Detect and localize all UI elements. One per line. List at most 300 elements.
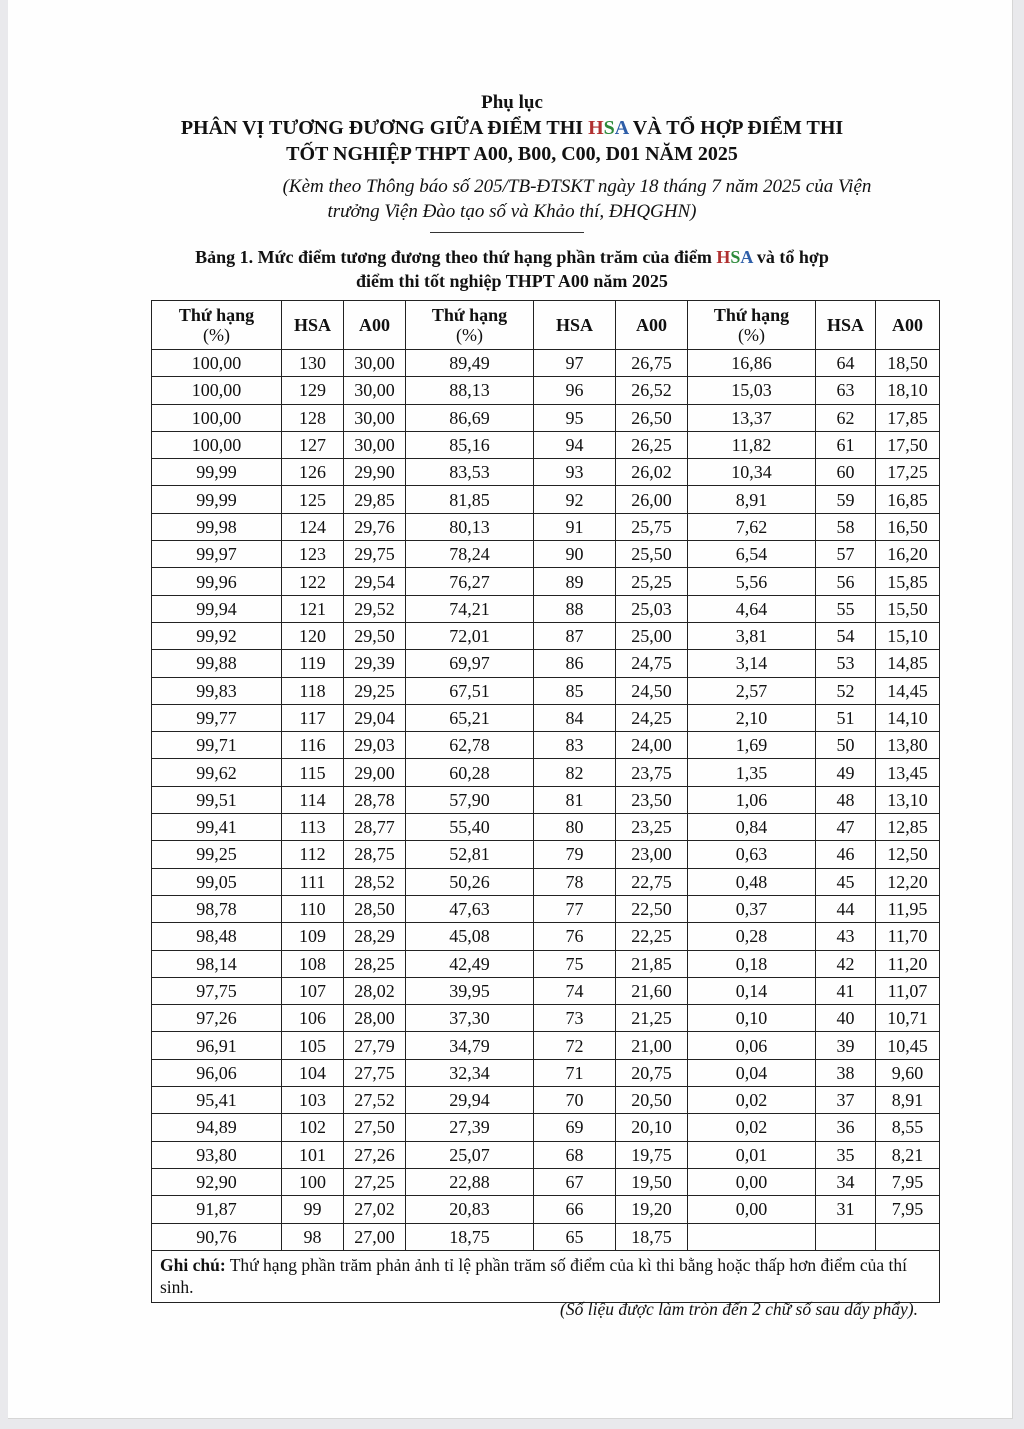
table-cell: 25,00 [616,622,688,649]
table-cell: 80 [534,814,616,841]
table-cell: 14,10 [876,704,940,731]
table-cell: 27,25 [344,1168,406,1195]
table-cell: 29,04 [344,704,406,731]
table-cell: 0,18 [688,950,816,977]
table-cell: 34 [816,1168,876,1195]
table-cell: 81 [534,786,616,813]
table-cell: 62 [816,404,876,431]
table-cell: 99,05 [152,868,282,895]
rounding-footnote: (Số liệu được làm tròn đến 2 chữ số sau dấy phẩy). [560,1299,918,1319]
table-cell: 23,50 [616,786,688,813]
table-cell: 99,96 [152,568,282,595]
table-cell: 111 [282,868,344,895]
table-cell: 15,03 [688,377,816,404]
table-cell: 99,99 [152,486,282,513]
table-cell: 30,00 [344,404,406,431]
note-label: Ghi chú: [160,1254,226,1275]
header-a00: A00 [616,301,688,350]
table-cell: 84 [534,704,616,731]
table-cell: 37,30 [406,1005,534,1032]
table-cell: 59 [816,486,876,513]
table-cell: 4,64 [688,595,816,622]
table-cell: 127 [282,431,344,458]
table-cell: 100,00 [152,431,282,458]
document-title-line2: TỐT NGHIỆP THPT A00, B00, C00, D01 NĂM 2025 [286,143,738,165]
table-cell: 40 [816,1005,876,1032]
table-cell: 99,99 [152,459,282,486]
note-text: Thứ hạng phần trăm phản ảnh tỉ lệ phần trăm số điểm của kì thi bằng hoặc thấp hơn điểm của thí sinh. [160,1254,907,1297]
table-cell: 10,45 [876,1032,940,1059]
table-cell: 57 [816,541,876,568]
table-cell: 89 [534,568,616,595]
table-cell: 26,25 [616,431,688,458]
table-cell: 16,86 [688,350,816,377]
table-cell: 0,37 [688,895,816,922]
table-cell: 60,28 [406,759,534,786]
table-cell: 72,01 [406,622,534,649]
table-cell: 20,83 [406,1196,534,1223]
table-cell: 27,02 [344,1196,406,1223]
table-cell: 39,95 [406,977,534,1004]
table-cell: 18,75 [616,1223,688,1250]
table-cell: 96,06 [152,1059,282,1086]
table-cell: 2,10 [688,704,816,731]
table-cell: 0,06 [688,1032,816,1059]
table-row [152,1032,940,1059]
table-cell: 94,89 [152,1114,282,1141]
table-cell: 11,20 [876,950,940,977]
table-cell: 30,00 [344,377,406,404]
table-cell: 41 [816,977,876,1004]
table-cell: 53 [816,650,876,677]
table-row [152,868,940,895]
title-text-1: PHÂN VỊ TƯƠNG ĐƯƠNG GIỮA ĐIỂM THI [180,117,589,139]
table-cell: 21,00 [616,1032,688,1059]
caption-letter-s: S [730,247,741,267]
table-cell: 17,25 [876,459,940,486]
table-cell: 27,00 [344,1223,406,1250]
table-cell: 47 [816,814,876,841]
table-cell: 56 [816,568,876,595]
table-cell: 10,34 [688,459,816,486]
table-cell: 100,00 [152,377,282,404]
table-cell: 46 [816,841,876,868]
table-cell: 89,49 [406,350,534,377]
table-row [152,431,940,458]
table-cell: 28,77 [344,814,406,841]
table-cell: 99,77 [152,704,282,731]
header-hsa: HSA [282,301,344,350]
caption-text-1: Bảng 1. Mức điểm tương đương theo thứ hạng phần trăm của điểm [195,247,717,267]
table-cell: 115 [282,759,344,786]
table-cell: 12,85 [876,814,940,841]
table-cell: 28,29 [344,923,406,950]
table-cell: 48 [816,786,876,813]
table-cell: 15,50 [876,595,940,622]
table-row [152,950,940,977]
table-cell: 66 [534,1196,616,1223]
table-cell: 12,50 [876,841,940,868]
table-cell: 21,25 [616,1005,688,1032]
table-cell: 58 [816,513,876,540]
table-cell: 24,75 [616,650,688,677]
table-row [152,650,940,677]
table-cell: 16,50 [876,513,940,540]
header-rank: Thứ hạng (%) [406,301,534,350]
table-cell: 23,75 [616,759,688,786]
table-cell: 29,90 [344,459,406,486]
table-cell: 15,85 [876,568,940,595]
table-row [152,841,940,868]
table-cell: 29,03 [344,732,406,759]
table-cell: 100 [282,1168,344,1195]
table-cell: 30,00 [344,431,406,458]
table-cell: 99 [282,1196,344,1223]
table-row [152,1141,940,1168]
table-cell: 75 [534,950,616,977]
table-row [152,459,940,486]
table-caption [0,247,1024,268]
table-cell: 99,97 [152,541,282,568]
table-cell: 99,71 [152,732,282,759]
table-cell: 23,25 [616,814,688,841]
table-cell: 27,39 [406,1114,534,1141]
table-cell: 24,50 [616,677,688,704]
table-cell: 110 [282,895,344,922]
table-cell: 18,50 [876,350,940,377]
table-cell: 26,00 [616,486,688,513]
table-cell: 77 [534,895,616,922]
table-cell: 36 [816,1114,876,1141]
header-a00: A00 [344,301,406,350]
table-cell: 43 [816,923,876,950]
table-cell: 114 [282,786,344,813]
table-cell: 70 [534,1087,616,1114]
table-cell: 86,69 [406,404,534,431]
table-cell: 83 [534,732,616,759]
table-cell: 68 [534,1141,616,1168]
table-cell: 99,92 [152,622,282,649]
table-cell: 0,48 [688,868,816,895]
table-cell: 124 [282,513,344,540]
table-cell: 0,04 [688,1059,816,1086]
table-cell: 98 [282,1223,344,1250]
table-cell: 92 [534,486,616,513]
table-cell: 55 [816,595,876,622]
note-row [152,1250,940,1302]
table-cell: 95 [534,404,616,431]
table-cell: 16,20 [876,541,940,568]
table-cell [688,1223,816,1250]
table-cell: 69 [534,1114,616,1141]
table-cell: 74 [534,977,616,1004]
table-cell: 22,50 [616,895,688,922]
table-cell: 42,49 [406,950,534,977]
table-row [152,1196,940,1223]
table-cell: 94 [534,431,616,458]
table-cell: 39 [816,1032,876,1059]
table-row [152,486,940,513]
table-cell: 38 [816,1059,876,1086]
table-cell: 76 [534,923,616,950]
table-cell: 74,21 [406,595,534,622]
table-cell: 64 [816,350,876,377]
table-cell: 12,20 [876,868,940,895]
table-cell: 87 [534,622,616,649]
table-cell: 25,03 [616,595,688,622]
table-cell: 6,54 [688,541,816,568]
header-rank: Thứ hạng (%) [152,301,282,350]
table-cell: 27,75 [344,1059,406,1086]
table-cell: 18,75 [406,1223,534,1250]
header-a00: A00 [876,301,940,350]
table-cell: 71 [534,1059,616,1086]
table-cell: 67,51 [406,677,534,704]
table-cell: 29,25 [344,677,406,704]
divider [430,232,584,233]
table-cell: 25,25 [616,568,688,595]
table-cell: 26,52 [616,377,688,404]
table-cell: 86 [534,650,616,677]
table-cell: 90 [534,541,616,568]
header-rank: Thứ hạng (%) [688,301,816,350]
table-cell: 82 [534,759,616,786]
table-row [152,1223,940,1250]
table-row [152,923,940,950]
table-row [152,377,940,404]
table-cell: 29,00 [344,759,406,786]
table-cell: 0,63 [688,841,816,868]
table-cell: 27,50 [344,1114,406,1141]
table-cell: 14,45 [876,677,940,704]
table-cell: 3,14 [688,650,816,677]
caption-letter-a: A [740,247,753,267]
table-cell: 47,63 [406,895,534,922]
table-cell: 98,78 [152,895,282,922]
table-cell: 123 [282,541,344,568]
table-cell: 25,50 [616,541,688,568]
table-cell: 108 [282,950,344,977]
table-cell: 79 [534,841,616,868]
table-cell: 29,75 [344,541,406,568]
table-cell: 8,55 [876,1114,940,1141]
table-cell: 98,48 [152,923,282,950]
title-letter-h: H [588,117,604,139]
table-cell: 28,50 [344,895,406,922]
table-cell: 25,75 [616,513,688,540]
table-cell: 67 [534,1168,616,1195]
table-cell: 65,21 [406,704,534,731]
table-row [152,895,940,922]
table-cell: 97,26 [152,1005,282,1032]
table-cell: 116 [282,732,344,759]
table-cell: 103 [282,1087,344,1114]
table-cell: 95,41 [152,1087,282,1114]
table-cell: 92,90 [152,1168,282,1195]
table-cell: 20,50 [616,1087,688,1114]
table-cell: 112 [282,841,344,868]
table-caption-line2: điểm thi tốt nghiệp THPT A00 năm 2025 [356,271,668,291]
table-cell: 44 [816,895,876,922]
table-cell: 26,50 [616,404,688,431]
table-cell: 7,95 [876,1196,940,1223]
table-cell: 98,14 [152,950,282,977]
table-cell: 81,85 [406,486,534,513]
table-cell: 0,14 [688,977,816,1004]
caption-letter-h: H [716,247,731,267]
table-row [152,1005,940,1032]
table-cell: 0,02 [688,1087,816,1114]
table-cell: 122 [282,568,344,595]
table-cell: 128 [282,404,344,431]
table-cell: 0,84 [688,814,816,841]
table-cell [816,1223,876,1250]
table-cell: 28,52 [344,868,406,895]
table-cell: 96 [534,377,616,404]
table-cell: 54 [816,622,876,649]
table-cell: 29,54 [344,568,406,595]
table-cell: 34,79 [406,1032,534,1059]
table-cell: 117 [282,704,344,731]
table-row [152,786,940,813]
table-cell: 28,00 [344,1005,406,1032]
table-cell: 69,97 [406,650,534,677]
table-cell: 16,85 [876,486,940,513]
table-cell: 85,16 [406,431,534,458]
table-cell: 9,60 [876,1059,940,1086]
title-text-2: VÀ TỔ HỢP ĐIỂM THI [628,117,844,139]
table-cell: 85 [534,677,616,704]
table-cell: 19,75 [616,1141,688,1168]
table-cell: 7,95 [876,1168,940,1195]
table-cell: 99,88 [152,650,282,677]
table-cell: 63 [816,377,876,404]
table-cell: 99,25 [152,841,282,868]
table-cell: 30,00 [344,350,406,377]
table-cell: 105 [282,1032,344,1059]
table-cell: 100,00 [152,404,282,431]
table-cell [876,1223,940,1250]
table-cell: 5,56 [688,568,816,595]
table-cell: 73 [534,1005,616,1032]
table-cell: 90,76 [152,1223,282,1250]
table-cell: 52,81 [406,841,534,868]
table-cell: 21,60 [616,977,688,1004]
table-cell: 97 [534,350,616,377]
table-cell: 1,35 [688,759,816,786]
table-cell: 8,21 [876,1141,940,1168]
table-cell: 78,24 [406,541,534,568]
table-cell: 60 [816,459,876,486]
table-cell: 29,39 [344,650,406,677]
table-cell: 118 [282,677,344,704]
table-cell: 99,41 [152,814,282,841]
table-cell: 80,13 [406,513,534,540]
table-row [152,977,940,1004]
title-letter-a: A [614,117,629,139]
table-cell: 99,83 [152,677,282,704]
table-cell: 21,85 [616,950,688,977]
table-cell: 99,94 [152,595,282,622]
table-header-row [152,301,940,350]
table-cell: 20,10 [616,1114,688,1141]
table-cell: 51 [816,704,876,731]
table-cell: 120 [282,622,344,649]
table-cell: 2,57 [688,677,816,704]
table-row [152,1114,940,1141]
table-cell: 35 [816,1141,876,1168]
header-hsa: HSA [816,301,876,350]
table-cell: 8,91 [688,486,816,513]
table-cell: 29,52 [344,595,406,622]
table-cell: 8,91 [876,1087,940,1114]
table-cell: 61 [816,431,876,458]
table-cell: 14,85 [876,650,940,677]
table-row [152,1168,940,1195]
table-cell: 13,80 [876,732,940,759]
table-row [152,677,940,704]
table-cell: 28,02 [344,977,406,1004]
table-row [152,350,940,377]
table-cell: 22,25 [616,923,688,950]
table-cell: 45,08 [406,923,534,950]
table-cell: 28,78 [344,786,406,813]
table-cell: 106 [282,1005,344,1032]
table-cell: 1,06 [688,786,816,813]
table-cell: 113 [282,814,344,841]
reference-line-2: trưởng Viện Đào tạo số và Khảo thí, ĐHQGHN) [327,201,697,222]
table-cell: 17,50 [876,431,940,458]
table-row [152,404,940,431]
table-cell: 28,25 [344,950,406,977]
table-cell: 10,71 [876,1005,940,1032]
table-cell: 97,75 [152,977,282,1004]
table-cell: 100,00 [152,350,282,377]
table-cell: 99,98 [152,513,282,540]
table-cell: 19,20 [616,1196,688,1223]
table-cell: 45 [816,868,876,895]
table-cell: 65 [534,1223,616,1250]
table-cell: 99,62 [152,759,282,786]
table-cell: 24,25 [616,704,688,731]
table-row [152,732,940,759]
table-cell: 0,28 [688,923,816,950]
table-cell: 13,10 [876,786,940,813]
table-cell: 29,76 [344,513,406,540]
caption-text-2: và tổ hợp [752,247,829,267]
table-cell: 130 [282,350,344,377]
table-cell: 11,82 [688,431,816,458]
table-cell: 18,10 [876,377,940,404]
table-cell: 11,95 [876,895,940,922]
table-cell: 27,79 [344,1032,406,1059]
table-cell: 42 [816,950,876,977]
table-cell: 23,00 [616,841,688,868]
table-cell: 72 [534,1032,616,1059]
score-table [151,300,940,1303]
table-cell: 126 [282,459,344,486]
table-cell: 29,50 [344,622,406,649]
table-row [152,595,940,622]
table-row [152,1059,940,1086]
table-cell: 57,90 [406,786,534,813]
table-cell: 50 [816,732,876,759]
table-cell: 24,00 [616,732,688,759]
table-cell: 0,00 [688,1196,816,1223]
table-cell: 11,70 [876,923,940,950]
table-cell: 91,87 [152,1196,282,1223]
table-cell: 93,80 [152,1141,282,1168]
